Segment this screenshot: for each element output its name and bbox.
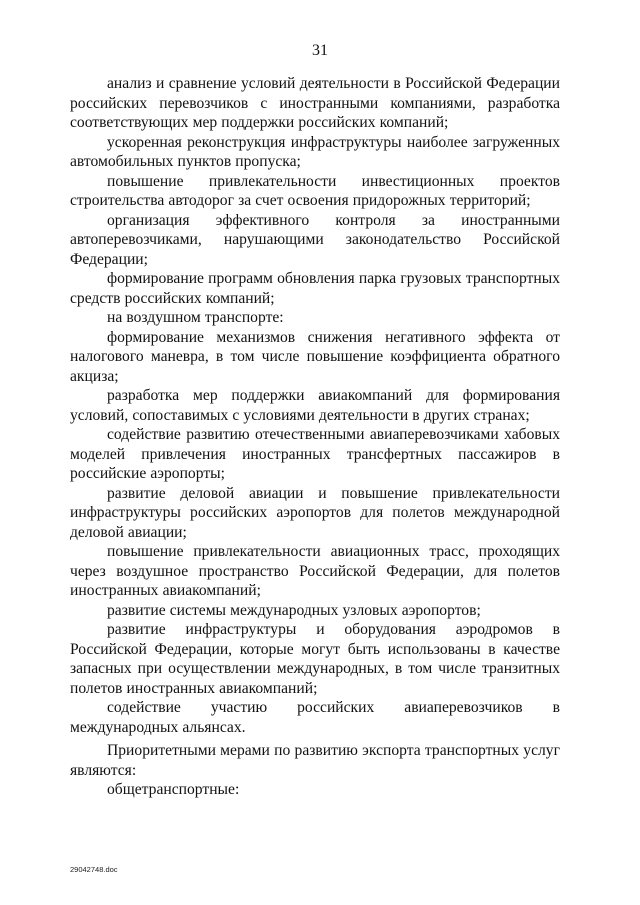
- paragraph: анализ и сравнение условий деятельности в Российской Федерации российских перевозчиков с иностранными компаниями, разработка соответствующих мер поддержки российских компаний;: [70, 75, 560, 131]
- paragraph: развитие деловой авиации и повышение привлекательности инфраструктуры российских аэропортов для полетов международной деловой авиации;: [70, 484, 560, 541]
- paragraph: содействие развитию отечественными авиаперевозчиками хабовых моделей привлечения иностранных трансфертных пассажиров в российские аэропорты;: [70, 426, 560, 482]
- paragraph: организация эффективного контроля за иностранными автоперевозчиками, нарушающими законодательство Российской Федерации;: [70, 211, 560, 268]
- paragraph: содействие участию российских авиаперевозчиков в международных альянсах.: [70, 699, 560, 736]
- document-body: [70, 74, 560, 800]
- paragraph: разработка мер поддержки авиакомпаний для формирования условий, сопоставимых с условиями деятельности в других странах;: [70, 387, 560, 424]
- paragraph: повышение привлекательности инвестиционных проектов строительства автодорог за счет освоения придорожных территорий;: [70, 172, 560, 209]
- paragraph: формирование механизмов снижения негативного эффекта от налогового маневра, в том числе повышение коэффициента обратного акциза;: [70, 328, 560, 385]
- paragraph: развитие инфраструктуры и оборудования аэродромов в Российской Федерации, которые могут быть использованы в качестве запасных при осуществлении международных, в том числе транзитных полетов иностранных авиакомпаний;: [70, 621, 560, 697]
- page-number: 31: [312, 42, 328, 59]
- paragraph: общетранспортные:: [107, 781, 240, 798]
- paragraph: повышение привлекательности авиационных трасс, проходящих через воздушное пространство Российской Федерации, для полетов иностранных авиакомпаний;: [70, 543, 560, 599]
- paragraph: ускоренная реконструкция инфраструктуры наиболее загруженных автомобильных пунктов пропуска;: [70, 133, 560, 170]
- paragraph: развитие системы международных узловых аэропортов;: [107, 601, 481, 619]
- paragraph: на воздушном транспорте:: [107, 309, 284, 326]
- footer-file-name: 29042748.doc: [70, 865, 118, 874]
- paragraph: формирование программ обновления парка грузовых транспортных средств российских компаний;: [70, 270, 560, 307]
- paragraph: Приоритетными мерами по развитию экспорта транспортных услуг являются:: [70, 742, 560, 779]
